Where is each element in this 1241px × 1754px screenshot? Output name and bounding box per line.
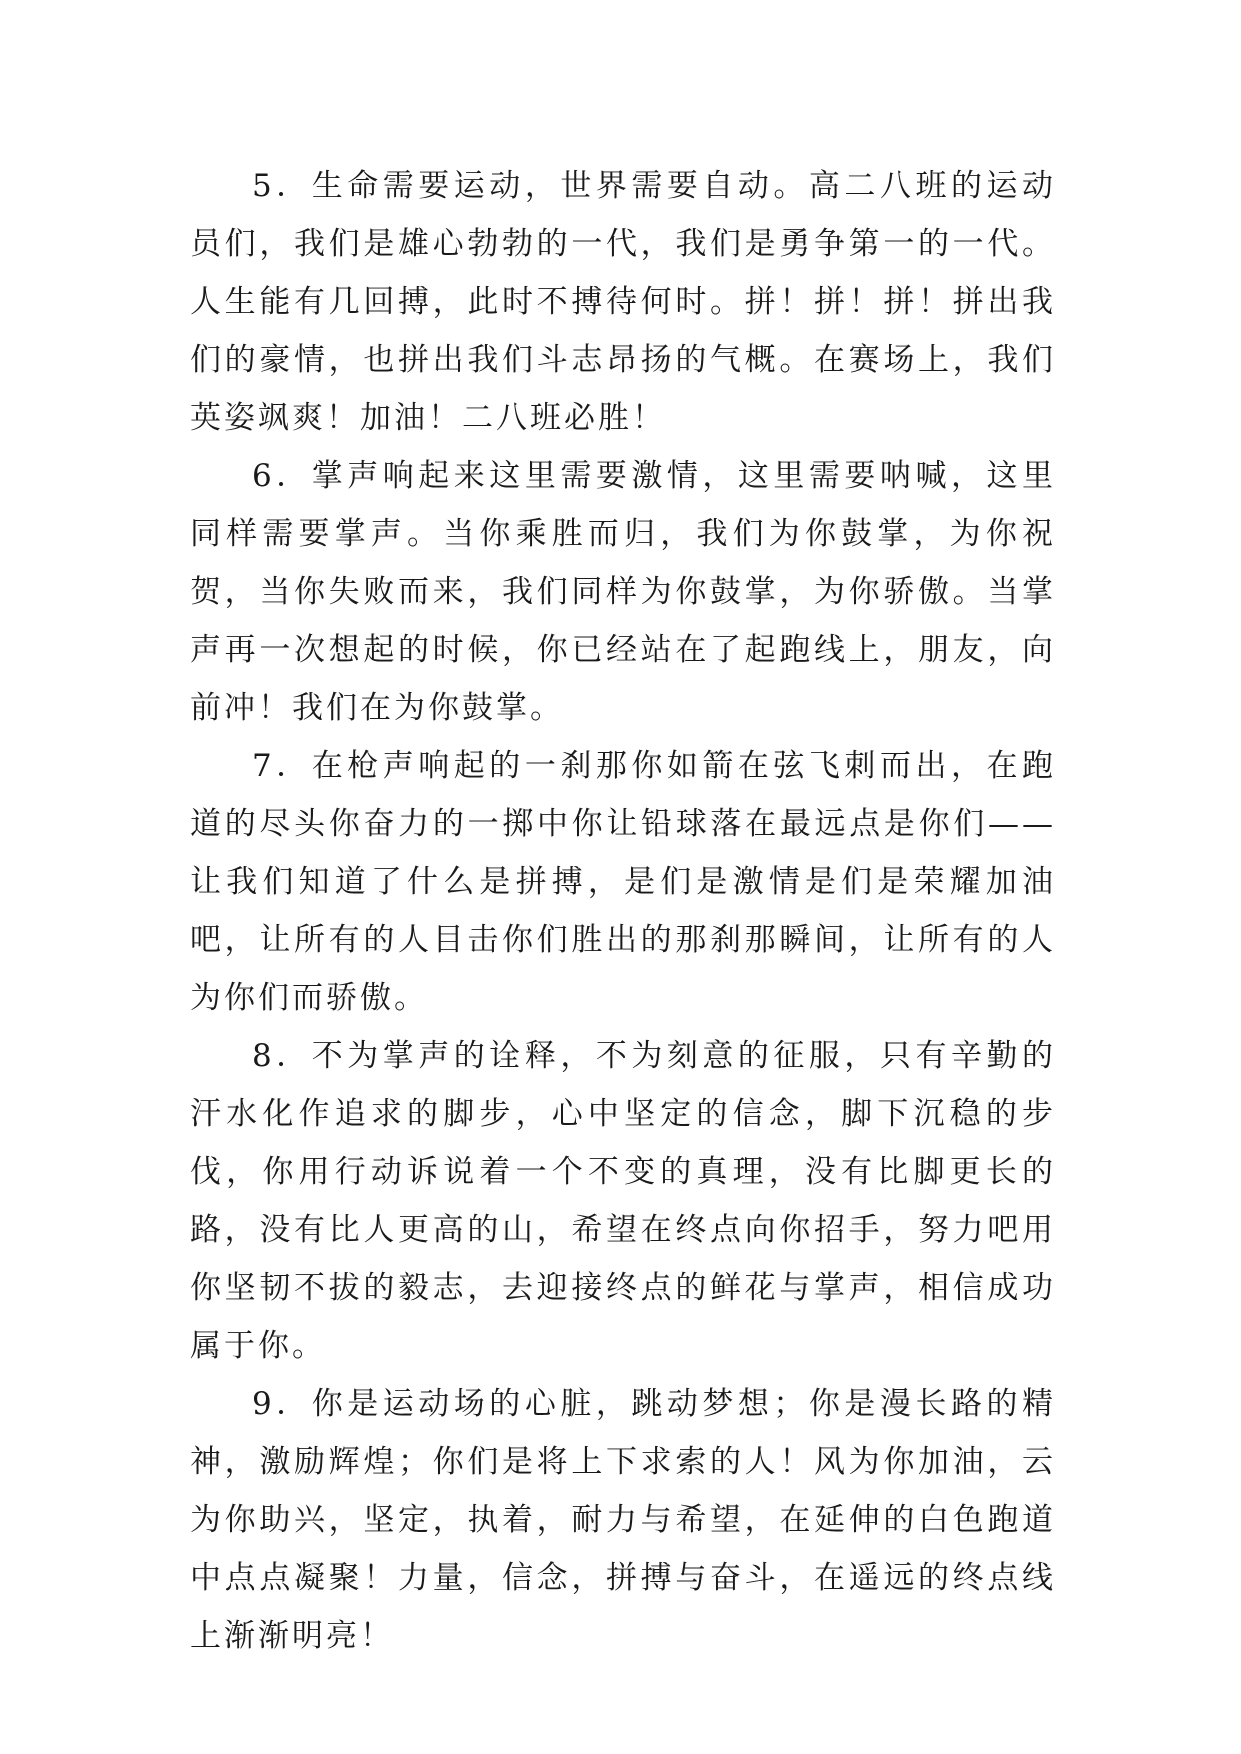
paragraph-8: 8．不为掌声的诠释，不为刻意的征服，只有辛勤的汗水化作追求的脚步，心中坚定的信念，脚下沉稳的步伐，你用行动诉说着一个不变的真理，没有比脚更长的路，没有比人更高的山，希望在终点向你招手，努力吧用你坚韧不拔的毅志，去迎接终点的鲜花与掌声，相信成功属于你。 — [190, 1038, 1056, 1364]
paragraph-7: 7．在枪声响起的一刹那你如箭在弦飞刺而出，在跑道的尽头你奋力的一掷中你让铅球落在最远点是你们——让我们知道了什么是拼搏，是们是激情是们是荣耀加油吧，让所有的人目击你们胜出的那刹那瞬间，让所有的人为你们而骄傲。 — [190, 748, 1056, 1016]
paragraph-5: 5．生命需要运动，世界需要自动。高二八班的运动员们，我们是雄心勃勃的一代，我们是勇争第一的一代。人生能有几回搏，此时不搏待何时。拼！拼！拼！拼出我们的豪情，也拼出我们斗志昂扬的气概。在赛场上，我们英姿飒爽！加油！二八班必胜！ — [190, 168, 1056, 436]
document-body — [190, 157, 1056, 1665]
paragraph-9: 9．你是运动场的心脏，跳动梦想；你是漫长路的精神，激励辉煌；你们是将上下求索的人！风为你加油，云为你助兴，坚定，执着，耐力与希望，在延伸的白色跑道中点点凝聚！力量，信念，拼搏与奋斗，在遥远的终点线上渐渐明亮！ — [190, 1386, 1056, 1654]
paragraph-6: 6．掌声响起来这里需要激情，这里需要呐喊，这里同样需要掌声。当你乘胜而归，我们为你鼓掌，为你祝贺，当你失败而来，我们同样为你鼓掌，为你骄傲。当掌声再一次想起的时候，你已经站在了起跑线上，朋友，向前冲！我们在为你鼓掌。 — [190, 458, 1056, 726]
